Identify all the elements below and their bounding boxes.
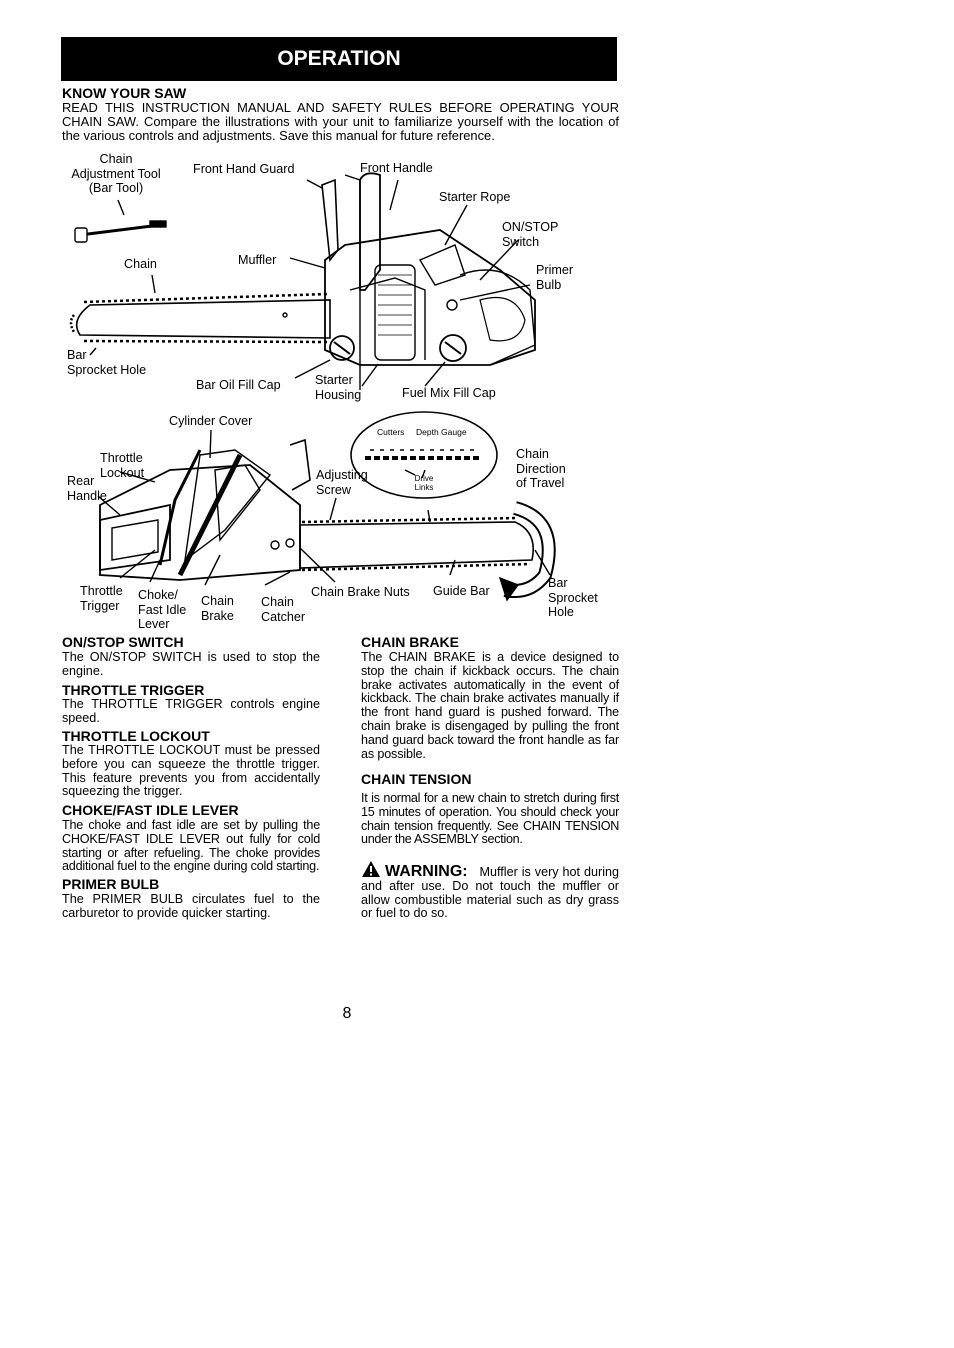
section-heading-throttle-trigger: THROTTLE TRIGGER (62, 682, 205, 698)
label-starter-rope: Starter Rope (439, 190, 511, 204)
page-number: 8 (342, 1005, 352, 1022)
label-cutters: Cutters (377, 427, 405, 437)
section-heading-throttle-lockout: THROTTLE LOCKOUT (62, 728, 210, 744)
label-primer-bulb: Primer Bulb (536, 263, 574, 292)
section-heading-chain-brake: CHAIN BRAKE (361, 634, 459, 650)
label-cylinder-cover: Cylinder Cover (169, 414, 253, 428)
section-heading-choke-fast-idle: CHOKE/FAST IDLE LEVER (62, 802, 239, 818)
section-body-throttle-lockout: The THROTTLE LOCKOUT must be pressed before you can squeeze the throttle trigger. This feature prevents you from accidentally squeezing the trigger. (62, 743, 320, 799)
warning-label: WARNING: (384, 863, 468, 880)
section-body-choke-fast-idle: The choke and fast idle are set by pulling the CHOKE/FAST IDLE LEVER out fully for cold starting or after refueling. The choke provides additional fuel to the engine during cold starting. (62, 818, 320, 874)
warning-block (361, 860, 619, 921)
label-depth-gauge: Depth Gauge (416, 427, 467, 437)
label-chain-direction: Chain Direction of Travel (516, 447, 566, 490)
label-front-hand-guard: Front Hand Guard (193, 162, 295, 176)
label-fuel-mix-fill-cap: Fuel Mix Fill Cap (402, 386, 496, 400)
label-front-handle: Front Handle (360, 161, 433, 175)
label-bar-sprocket-hole: Bar Sprocket Hole (67, 348, 147, 377)
label-chain-catcher: Chain Catcher (261, 595, 306, 624)
intro-paragraph: READ THIS INSTRUCTION MANUAL AND SAFETY RULES BEFORE OPERATING YOUR CHAIN SAW. Compare the illustrations with your unit to familiarize yourself with the location of the various controls and adjustments. Save this manual for future reference. (62, 100, 619, 143)
label-starter-housing: Starter Housing (315, 373, 362, 402)
section-body-chain-brake: The CHAIN BRAKE is a device designed to stop the chain if kickback occurs. The chain brake activates automatically in the event of kickback. The chain brake activates manually if the front hand guard is pushed forward. The chain brake is disengaged by pulling the front hand guard back toward the front handle as far as possible. (361, 650, 619, 761)
label-rear-handle: Rear Handle (67, 474, 107, 503)
label-guide-bar: Guide Bar (433, 584, 490, 598)
section-heading-know-your-saw: KNOW YOUR SAW (62, 85, 187, 101)
section-heading-on-stop-switch: ON/STOP SWITCH (62, 634, 184, 650)
warning-body: Muffler is very hot during and after use. Do not touch the muffler or allow combustible material such as dry grass or fuel to do so. (361, 865, 619, 921)
page-banner: OPERATION (61, 37, 617, 81)
label-choke-fast-idle-lever: Choke/ Fast Idle Lever (138, 588, 187, 631)
warning-triangle-icon (361, 860, 381, 878)
label-adjusting-screw: Adjusting Screw (316, 468, 368, 497)
label-throttle-lockout: Throttle Lockout (100, 451, 145, 480)
label-chain: Chain (124, 257, 157, 271)
section-heading-chain-tension: CHAIN TENSION (361, 771, 472, 787)
section-body-primer-bulb: The PRIMER BULB circulates fuel to the carburetor to provide quicker starting. (62, 892, 320, 920)
label-chain-adjustment-tool: Chain Adjustment Tool (Bar Tool) (71, 152, 161, 195)
label-chain-brake-nuts: Chain Brake Nuts (311, 585, 410, 599)
section-heading-primer-bulb: PRIMER BULB (62, 876, 160, 892)
label-throttle-trigger: Throttle Trigger (80, 584, 123, 613)
section-body-chain-tension: It is normal for a new chain to stretch during first 15 minutes of operation. You should check your chain tension frequently. See CHAIN TENSION under the ASSEMBLY section. (361, 791, 619, 847)
label-on-stop-switch: ON/STOP Switch (502, 220, 559, 249)
label-bar-oil-fill-cap: Bar Oil Fill Cap (196, 378, 281, 392)
section-body-on-stop-switch: The ON/STOP SWITCH is used to stop the engine. (62, 650, 320, 678)
label-muffler: Muffler (238, 253, 277, 267)
section-body-throttle-trigger: The THROTTLE TRIGGER controls engine speed. (62, 697, 320, 725)
label-chain-brake: Chain Brake (201, 594, 234, 623)
label-drive-links: Drive Links (414, 474, 434, 492)
label-bar-sprocket-hole-side: Bar Sprocket Hole (548, 576, 598, 619)
